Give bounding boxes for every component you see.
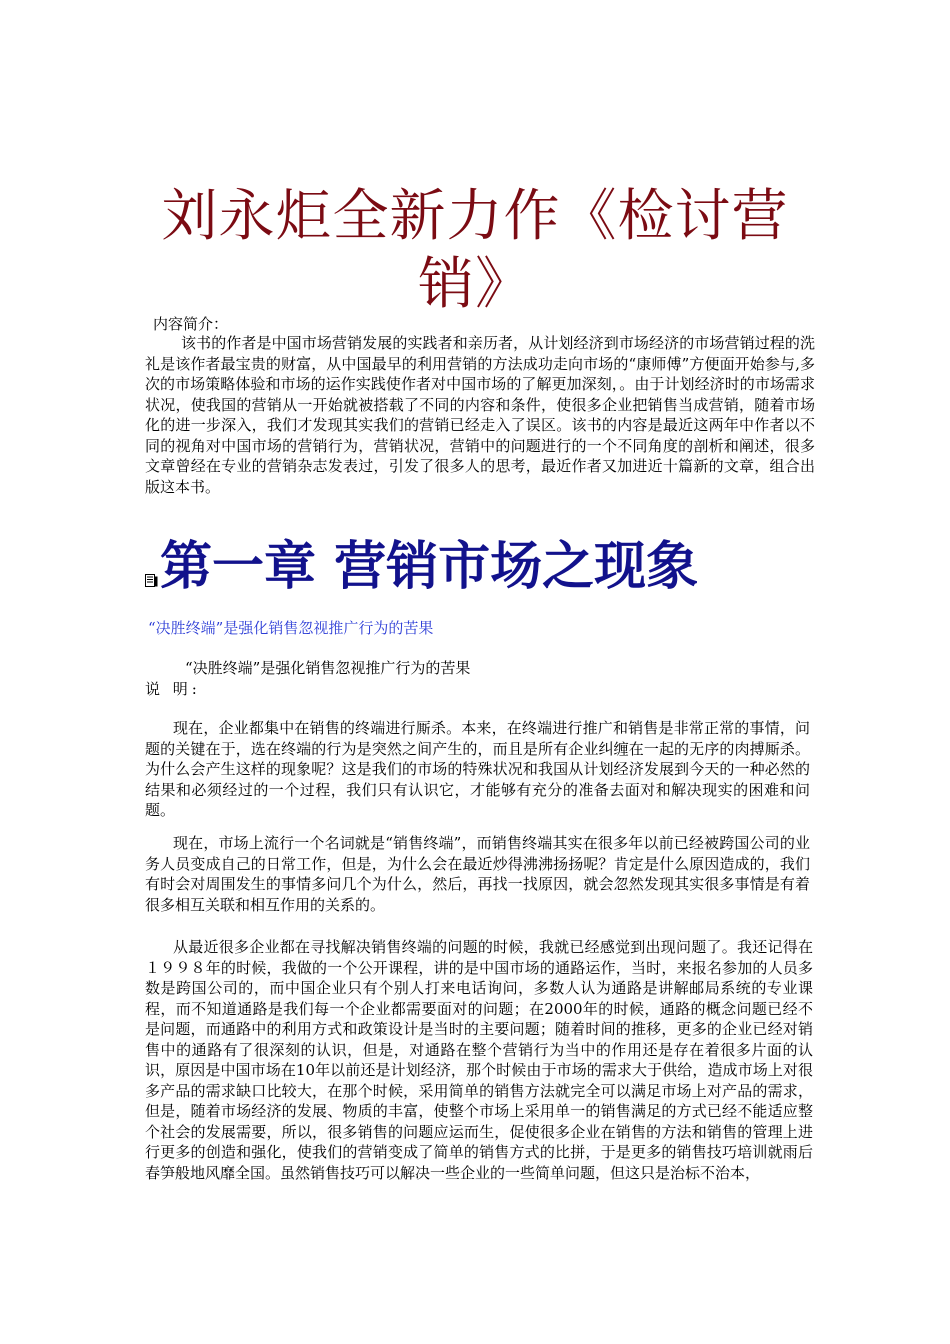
document-icon — [145, 574, 158, 587]
body-paragraph-3: 从最近很多企业都在寻找解决销售终端的问题的时候，我就已经感觉到出现问题了。我还记得在１９９８年的时候，我做的一个公开课程，讲的是中国市场的通路运作，当时，来报名参加的人员多数是跨国公司的，而中国企业只有个别人打来电话询问，多数人认为通路是讲解邮局系统的专业课程，而不知道通路是我们每一个企业都需要面对的问题；在2000年的时候，通路的概念问题已经不是问题，而通路中的利用方式和政策设计是当时的主要问题；随着时间的推移，更多的企业已经对销售中的通路有了很深刻的认识，但是，对通路在整个营销行为当中的作用还是存在着很多片面的认识，原因是中国市场在10年以前还是计划经济，那个时候由于市场的需求大于供给，造成市场上对很多产品的需求缺口比较大，在那个时候，采用简单的销售方法就完全可以满足市场上对产品的需求，但是，随着市场经济的发展、物质的丰富，使整个市场上采用单一的销售满足的方式已经不能适应整个社会的发展需要，所以，很多销售的问题应运而生，促使很多企业在销售的方法和销售的管理上进行更多的创造和强化，使我们的营销变成了简单的销售方式的比拼，于是更多的销售技巧培训就雨后春笋般地风靡全国。虽然销售技巧可以解决一些企业的一些简单问题，但这只是治标不治本， — [145, 938, 813, 1182]
intro-body: 该书的作者是中国市场营销发展的实践者和亲历者，从计划经济到市场经济的市场营销过程的洗礼是该作者最宝贵的财富，从中国最早的利用营销的方法成功走向市场的“康师傅”方便面开始参与,多次的市场策略体验和市场的运作实践使作者对中国市场的了解更加深刻，。由于计划经济时的市场需求状况，使我国的营销从一开始就被搭载了不同的内容和条件，使很多企业把销售当成营销，随着市场化的进一步深入，我们才发现其实我们的营销已经走入了误区。该书的内容是最近这两年中作者以不同的视角对中国市场的营销行为，营销状况，营销中的问题进行的一个不同角度的剖析和阐述，很多文章曾经在专业的营销杂志发表过，引发了很多人的思考，最近作者又加进近十篇新的文章，组合出版这本书。 — [145, 334, 815, 496]
chapter-title: 第一章 营销市场之现象 — [160, 536, 699, 597]
section-link[interactable]: “决胜终端”是强化销售忽视推广行为的苦果 — [148, 619, 434, 637]
note-label: 说 明: — [145, 680, 201, 698]
intro-label: 内容简介： — [153, 315, 229, 333]
section-heading: “决胜终端”是强化销售忽视推广行为的苦果 — [185, 659, 471, 677]
body-paragraph-2: 现在，市场上流行一个名词就是“销售终端”，而销售终端其实在很多年以前已经被跨国公司的业务人员变成自己的日常工作，但是，为什么会在最近炒得沸沸扬扬呢？肯定是什么原因造成的，我们有时会对周围发生的事情多问几个为什么，然后，再找一找原因，就会忽然发现其实很多事情是有着很多相互关联和相互作用的关系的。 — [145, 834, 810, 914]
chapter-heading — [145, 532, 845, 602]
body-paragraph-1: 现在，企业都集中在销售的终端进行厮杀。本来，在终端进行推广和销售是非常正常的事情，问题的关键在于，选在终端的行为是突然之间产生的，而且是所有企业纠缠在一起的无序的肉搏厮杀。为什么会产生这样的现象呢？这是我们的市场的特殊状况和我国从计划经济发展到今天的一种必然的结果和必须经过的一个过程，我们只有认识它，才能够有充分的准备去面对和解决现实的困难和问题。 — [145, 719, 810, 819]
document-title: 刘永炬全新力作《检讨营销》 — [161, 184, 789, 317]
